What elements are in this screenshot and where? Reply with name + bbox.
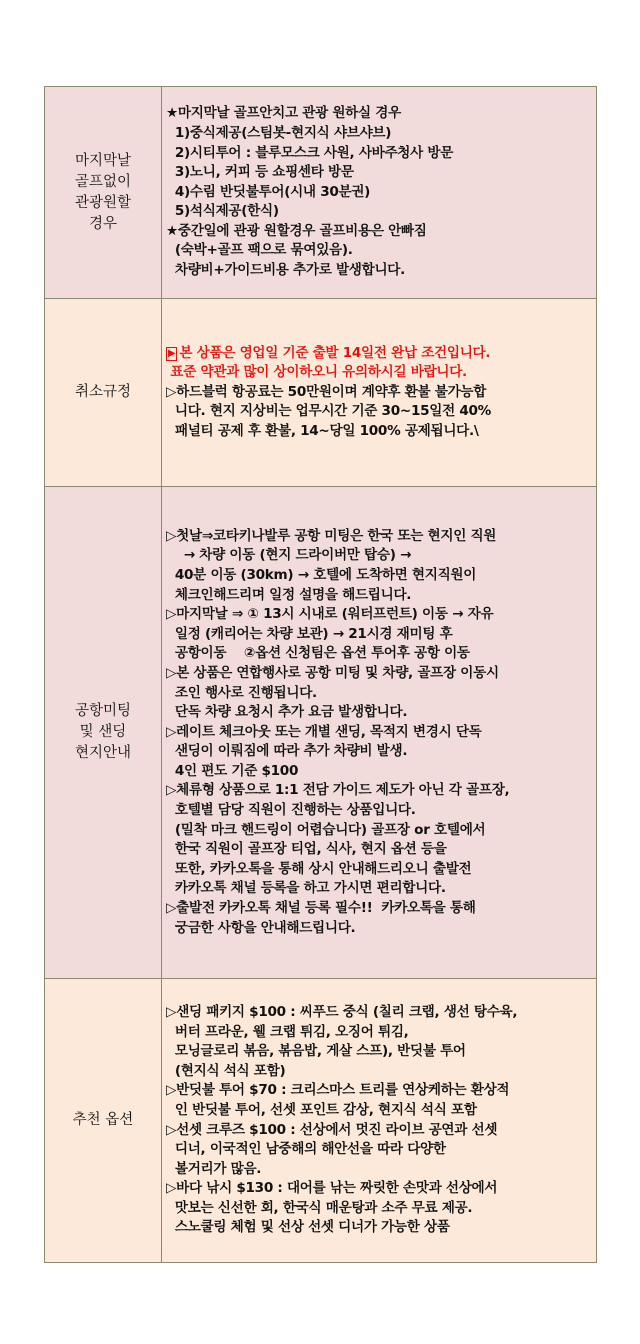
- content-line: 40분 이동 (30km) → 호텔에 도착하면 현지직원이: [166, 566, 477, 583]
- content-line: 버터 프라운, 웰 크랩 튀김, 오징어 튀김,: [166, 1023, 409, 1040]
- warning-line: [166, 344, 590, 364]
- content-line: → 차량 이동 (현지 드라이버만 탑승) →: [166, 547, 412, 564]
- content-line: ▷하드블럭 항공료는 50만원이며 계약후 환불 불가능합: [166, 383, 487, 400]
- content-line: 4)수림 반딧불투어(시내 30분권): [166, 183, 371, 200]
- row-label: 취소규정: [45, 299, 162, 487]
- content-line: ▷샌딩 패키지 $100 : 씨푸드 중식 (칠리 크랩, 생선 탕수육,: [166, 1003, 518, 1020]
- content-line: ▷본 상품은 연합행사로 공항 미팅 및 차량, 골프장 이동시: [166, 664, 499, 681]
- content-line: 카카오톡 채널 등록을 하고 가시면 편리합니다.: [166, 880, 446, 897]
- content-line: 니다. 현지 지상비는 업무시간 기준 30~15일전 40%: [166, 403, 491, 420]
- row-label: 추천 옵션: [45, 979, 162, 1263]
- content-line: 인 반딧불 투어, 선셋 포인트 감상, 현지식 석식 포함: [166, 1101, 477, 1118]
- content-line: (현지식 석식 포함): [166, 1062, 286, 1079]
- content-line: 체크인해드리며 일정 설명을 해드립니다.: [166, 586, 412, 603]
- content-line: 1)중식제공(스팀봇-현지식 샤브샤브): [166, 124, 392, 141]
- row-last-day-tour: [45, 87, 597, 299]
- content-line: (숙박+골프 팩으로 묶여있음).: [166, 242, 353, 259]
- content-line: 스노쿨링 체험 및 선상 선셋 디너가 가능한 상품: [166, 1219, 450, 1236]
- content-line: 샌딩이 이뤄짐에 따라 추가 차량비 발생.: [166, 743, 408, 760]
- content-line: 공항이동 ②옵션 신청팀은 옵션 투어후 공항 이동: [166, 645, 470, 662]
- content-line: ★마지막날 골프안치고 관광 원하실 경우: [166, 105, 401, 122]
- content-line: ▷마지막날 ⇒ ① 13시 시내로 (워터프런트) 이동 → 자유: [166, 606, 494, 623]
- row-cancellation: [45, 299, 597, 487]
- content-line: 또한, 카카오톡을 통해 상시 안내해드리오니 출발전: [166, 860, 472, 877]
- content-line: 조인 행사로 진행됩니다.: [166, 684, 317, 701]
- content-line: 단독 차량 요청시 추가 요금 발생합니다.: [166, 704, 408, 721]
- row-label: 공항미팅 및 샌딩 현지안내: [45, 487, 162, 979]
- row-content: [162, 979, 597, 1263]
- row-content: [162, 299, 597, 487]
- content-line: 2)시티투어 : 블루모스크 사원, 사바주청사 방문: [166, 144, 454, 161]
- row-content: [162, 487, 597, 979]
- row-label: 마지막날 골프없이 관광원할 경우: [45, 87, 162, 299]
- row-airport-meeting: [45, 487, 597, 979]
- content-line: 궁금한 사항을 안내해드립니다.: [166, 919, 356, 936]
- warning-line: 표준 약관과 많이 상이하오니 유의하시길 바랍니다.: [166, 364, 467, 381]
- content-line: ▷첫날⇒코타키나발루 공항 미팅은 한국 또는 현지인 직원: [166, 527, 497, 544]
- content-line: ▷선셋 크루즈 $100 : 선상에서 멋진 라이브 공연과 선셋: [166, 1121, 498, 1138]
- content-line: ▷바다 낚시 $130 : 대어를 낚는 짜릿한 손맛과 선상에서: [166, 1180, 498, 1197]
- content-line: (밀착 마크 핸드링이 어렵습니다) 골프장 or 호텔에서: [166, 821, 486, 838]
- content-line: ▷체류형 상품으로 1:1 전담 가이드 제도가 아닌 각 골프장,: [166, 782, 510, 799]
- content-line: 4인 편도 기준 $100: [166, 762, 299, 779]
- content-line: 호텔별 담당 직원이 진행하는 상품입니다.: [166, 802, 416, 819]
- content-line: 모닝글로리 볶음, 볶음밥, 게살 스프), 반딧불 투어: [166, 1043, 466, 1060]
- content-line: 3)노니, 커피 등 쇼핑센타 방문: [166, 164, 354, 181]
- content-line: ▷반딧불 투어 $70 : 크리스마스 트리를 연상케하는 환상적: [166, 1082, 510, 1099]
- warning-text: 본 상품은 영업일 기준 출발 14일전 완납 조건입니다.: [179, 344, 491, 361]
- content-line: 한국 직원이 골프장 티업, 식사, 현지 옵션 등을: [166, 841, 447, 858]
- content-line: 디너, 이국적인 남중해의 해안선을 따라 다양한: [166, 1141, 446, 1158]
- row-content: [162, 87, 597, 299]
- play-box-icon: ▶: [168, 347, 176, 359]
- content-line: 차량비+가이드비용 추가로 발생합니다.: [166, 262, 405, 279]
- content-line: 5)석식제공(한식): [166, 203, 279, 220]
- row-recommended-options: [45, 979, 597, 1263]
- content-line: 일정 (캐리어는 차량 보관) → 21시경 재미팅 후: [166, 625, 453, 642]
- content-line: ▷출발전 카카오톡 채널 등록 필수!! 카카오톡을 통해: [166, 900, 476, 917]
- content-line: 맛보는 신선한 회, 한국식 매운탕과 소주 무료 제공.: [166, 1199, 473, 1216]
- info-table: [44, 86, 597, 1263]
- content-line: 패널티 공제 후 환불, 14~당일 100% 공제됩니다.\: [166, 422, 479, 439]
- content-line: 볼거리가 많음.: [166, 1160, 262, 1177]
- content-line: ▷레이트 체크아웃 또는 개별 샌딩, 목적지 변경시 단독: [166, 723, 482, 740]
- content-line: ★중간일에 관광 원할경우 골프비용은 안빠짐: [166, 222, 427, 239]
